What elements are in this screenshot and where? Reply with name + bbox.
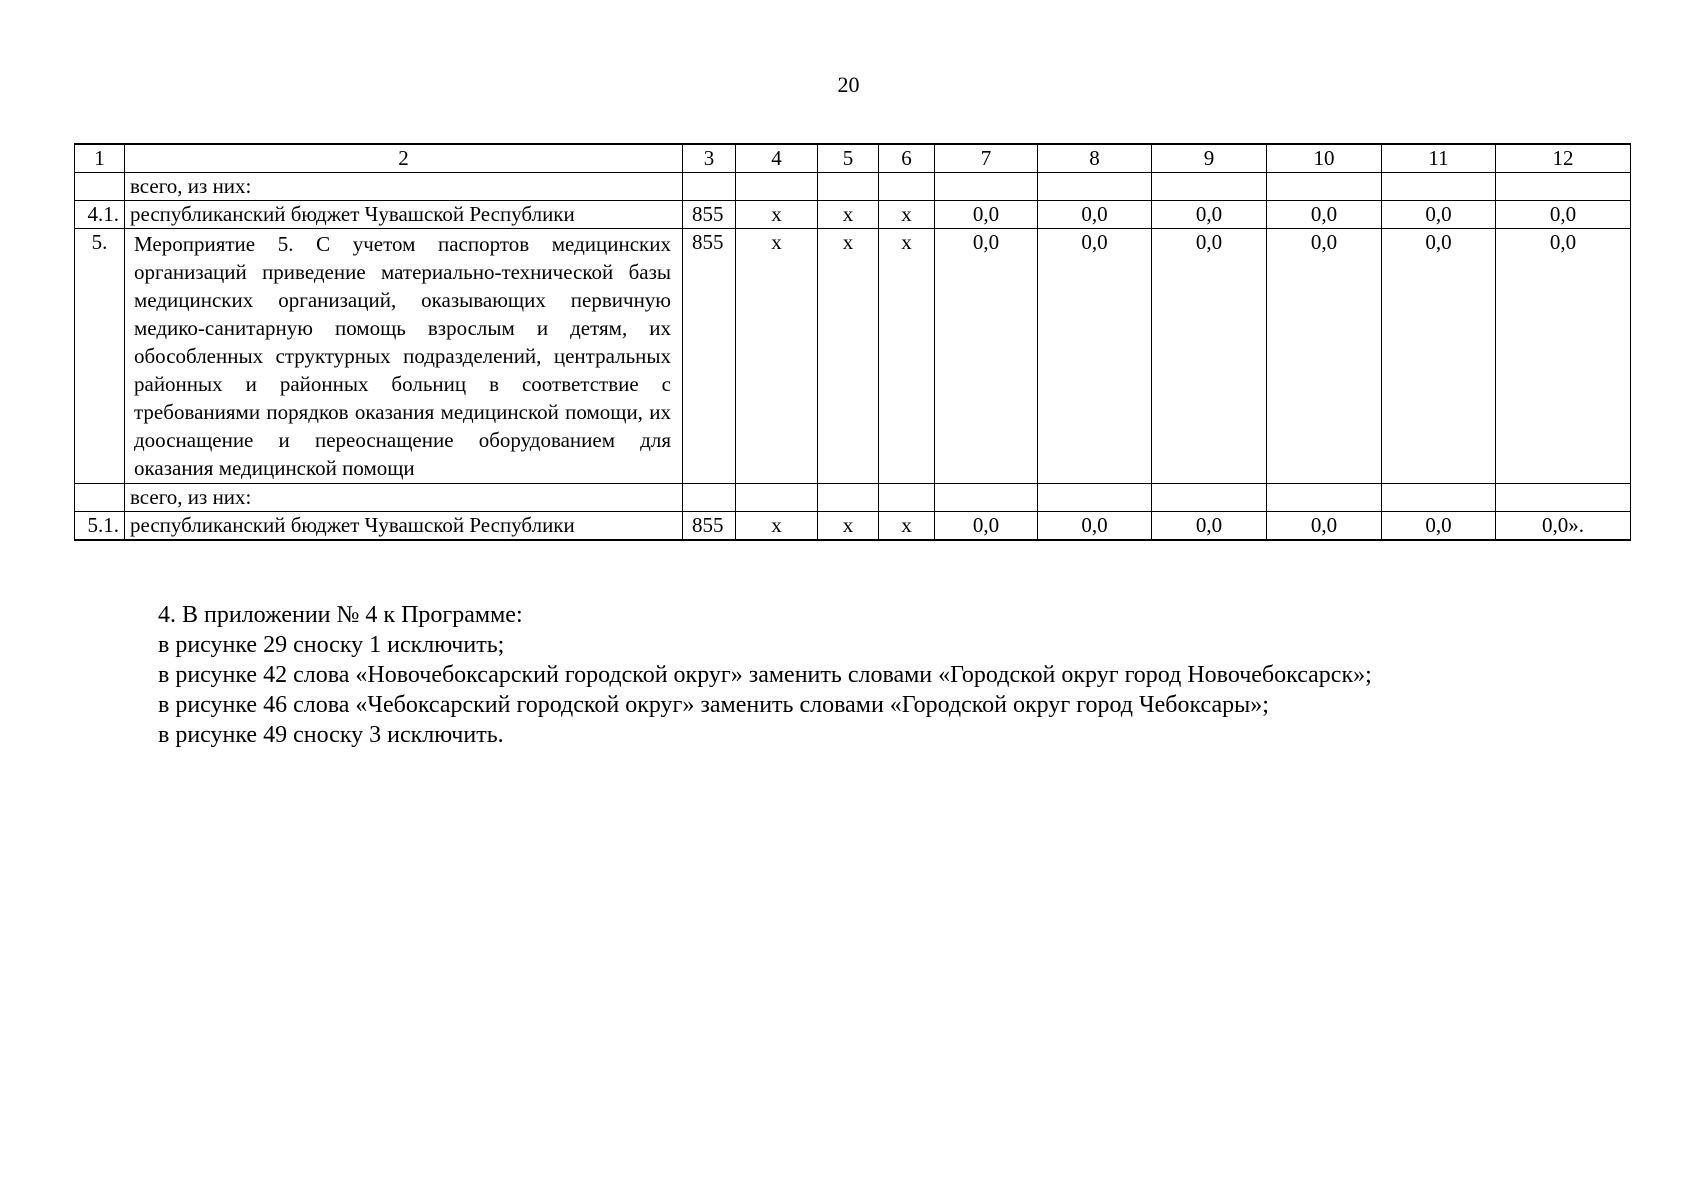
value-cell: 0,0 [1152,229,1267,484]
value-cell: 0,0 [1382,512,1496,541]
value-cell: х [818,512,879,541]
value-cell: х [818,229,879,484]
value-cell: х [879,201,935,229]
code-cell: 855 [683,229,736,484]
instruction-item: в рисунке 49 сноску 3 исключить. [158,722,504,748]
value-cell [935,173,1038,201]
table-row [75,201,1631,229]
row-label: всего, из них: [125,173,683,201]
value-cell: х [736,229,818,484]
value-cell [736,484,818,512]
header-cell: 11 [1382,144,1496,173]
value-cell: 0,0 [1382,201,1496,229]
header-cell: 3 [683,144,736,173]
value-cell: 0,0 [1267,229,1382,484]
table-row [75,229,1631,484]
header-cell: 2 [125,144,683,173]
header-cell: 5 [818,144,879,173]
code-cell: 855 [683,201,736,229]
budget-table [74,143,1631,541]
code-cell [683,484,736,512]
value-cell: 0,0 [935,229,1038,484]
header-cell: 6 [879,144,935,173]
value-cell: 0,0 [1152,512,1267,541]
code-cell [683,173,736,201]
row-number [75,173,125,201]
row-description: Мероприятие 5. С учетом паспортов медицинских организаций приведение материально-технической базы медицинских организаций, оказывающих первичную медико-санитарную помощь взрослым и детям, их обособленных структурных подразделений, центральных районных и районных больниц в соответствие с требованиями порядков оказания медицинской помощи, их дооснащение и переоснащение оборудованием для оказания медицинской помощи [125,229,683,484]
instruction-heading: 4. В приложении № 4 к Программе: [158,602,523,628]
value-cell [1152,173,1267,201]
value-cell [736,173,818,201]
row-label: республиканский бюджет Чувашской Республики [125,512,683,541]
value-cell [818,173,879,201]
code-cell: 855 [683,512,736,541]
row-label: республиканский бюджет Чувашской Республики [125,201,683,229]
instruction-item: в рисунке 42 слова «Новочебоксарский городской округ» заменить словами «Городской округ город Новочебоксарск»; [158,662,1372,688]
value-cell: х [818,201,879,229]
value-cell: 0,0 [1152,201,1267,229]
value-cell [818,484,879,512]
value-cell: х [736,201,818,229]
value-cell: 0,0 [1038,229,1152,484]
value-cell [1038,173,1152,201]
header-cell: 8 [1038,144,1152,173]
value-cell: 0,0 [1038,201,1152,229]
value-cell [1267,484,1382,512]
instruction-item: в рисунке 46 слова «Чебоксарский городской округ» заменить словами «Городской округ город Чебоксары»; [158,692,1269,718]
value-cell [1496,484,1631,512]
value-cell [879,484,935,512]
value-cell: 0,0 [1267,201,1382,229]
table-header-row [75,144,1631,173]
value-cell: 0,0». [1496,512,1631,541]
value-cell: 0,0 [1038,512,1152,541]
value-cell [1267,173,1382,201]
value-cell [1382,484,1496,512]
value-cell [879,173,935,201]
value-cell: 0,0 [935,201,1038,229]
value-cell [1038,484,1152,512]
header-cell: 9 [1152,144,1267,173]
value-cell: х [879,229,935,484]
row-number: 4.1. [75,201,125,229]
value-cell [1152,484,1267,512]
value-cell [935,484,1038,512]
value-cell: 0,0 [1496,229,1631,484]
value-cell: х [879,512,935,541]
row-label: всего, из них: [125,484,683,512]
value-cell [1496,173,1631,201]
row-number: 5.1. [75,512,125,541]
header-cell: 4 [736,144,818,173]
header-cell: 12 [1496,144,1631,173]
header-cell: 1 [75,144,125,173]
table-row [75,512,1631,541]
row-number [75,484,125,512]
header-cell: 7 [935,144,1038,173]
page-number: 20 [837,72,860,97]
value-cell: 0,0 [1496,201,1631,229]
row-number: 5. [75,229,125,484]
value-cell: 0,0 [1382,229,1496,484]
table-row [75,173,1631,201]
value-cell [1382,173,1496,201]
amendment-instructions [158,600,1618,750]
instruction-item: в рисунке 29 сноску 1 исключить; [158,632,505,658]
table-row [75,484,1631,512]
value-cell: х [736,512,818,541]
header-cell: 10 [1267,144,1382,173]
value-cell: 0,0 [935,512,1038,541]
value-cell: 0,0 [1267,512,1382,541]
